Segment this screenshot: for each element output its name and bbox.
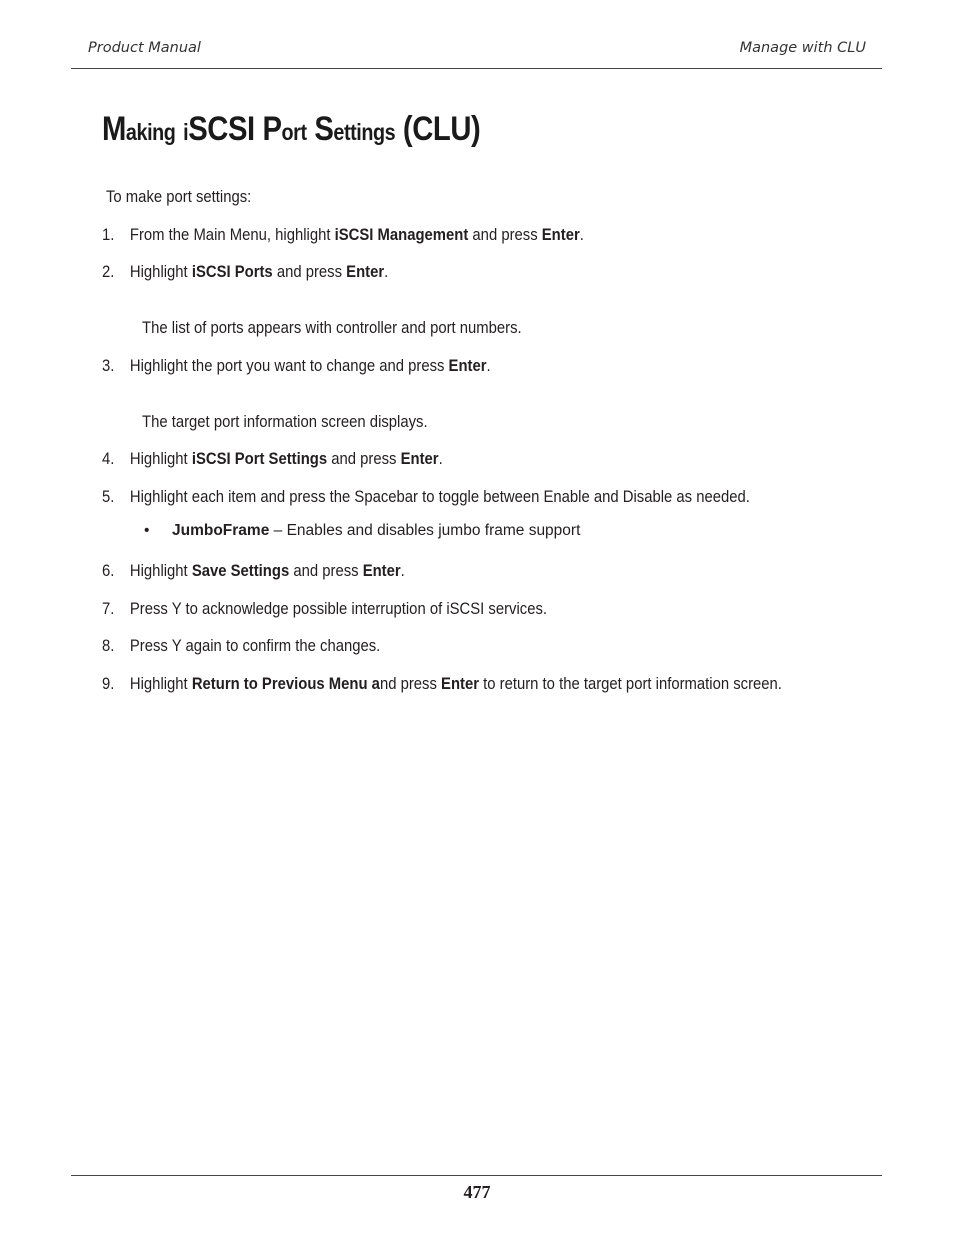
intro-text: To make port settings: bbox=[106, 188, 252, 206]
step-5: 5. Highlight each item and press the Spacebar to toggle between Enable and Disable as needed. bbox=[102, 488, 750, 506]
step-6: 6. Highlight Save Settings and press Enter. bbox=[102, 562, 405, 580]
page-number: 477 bbox=[463, 1182, 491, 1202]
step-7: 7. Press Y to acknowledge possible interruption of iSCSI services. bbox=[102, 600, 548, 618]
step-1: 1. From the Main Menu, highlight iSCSI Management and press Enter. bbox=[102, 226, 584, 244]
header-rule bbox=[71, 68, 882, 69]
page-title: Making iSCSI Port Settings (CLU) bbox=[102, 110, 481, 148]
step-4: 4. Highlight iSCSI Port Settings and press Enter. bbox=[102, 450, 443, 468]
step-2: 2. Highlight iSCSI Ports and press Enter. bbox=[102, 263, 389, 281]
running-header-left: Product Manual bbox=[88, 40, 201, 56]
step-3-note: The target port information screen displays. bbox=[142, 413, 428, 431]
bullet-jumboframe: • JumboFrame – Enables and disables jumbo frame support bbox=[144, 522, 581, 539]
step-2-note: The list of ports appears with controller and port numbers. bbox=[142, 319, 522, 337]
running-header-right: Manage with CLU bbox=[739, 40, 866, 56]
step-9: 9. Highlight Return to Previous Menu and press Enter to return to the target port information screen. bbox=[102, 675, 782, 693]
footer-rule bbox=[71, 1175, 882, 1176]
step-3: 3. Highlight the port you want to change and press Enter. bbox=[102, 357, 491, 375]
step-8: 8. Press Y again to confirm the changes. bbox=[102, 637, 381, 655]
